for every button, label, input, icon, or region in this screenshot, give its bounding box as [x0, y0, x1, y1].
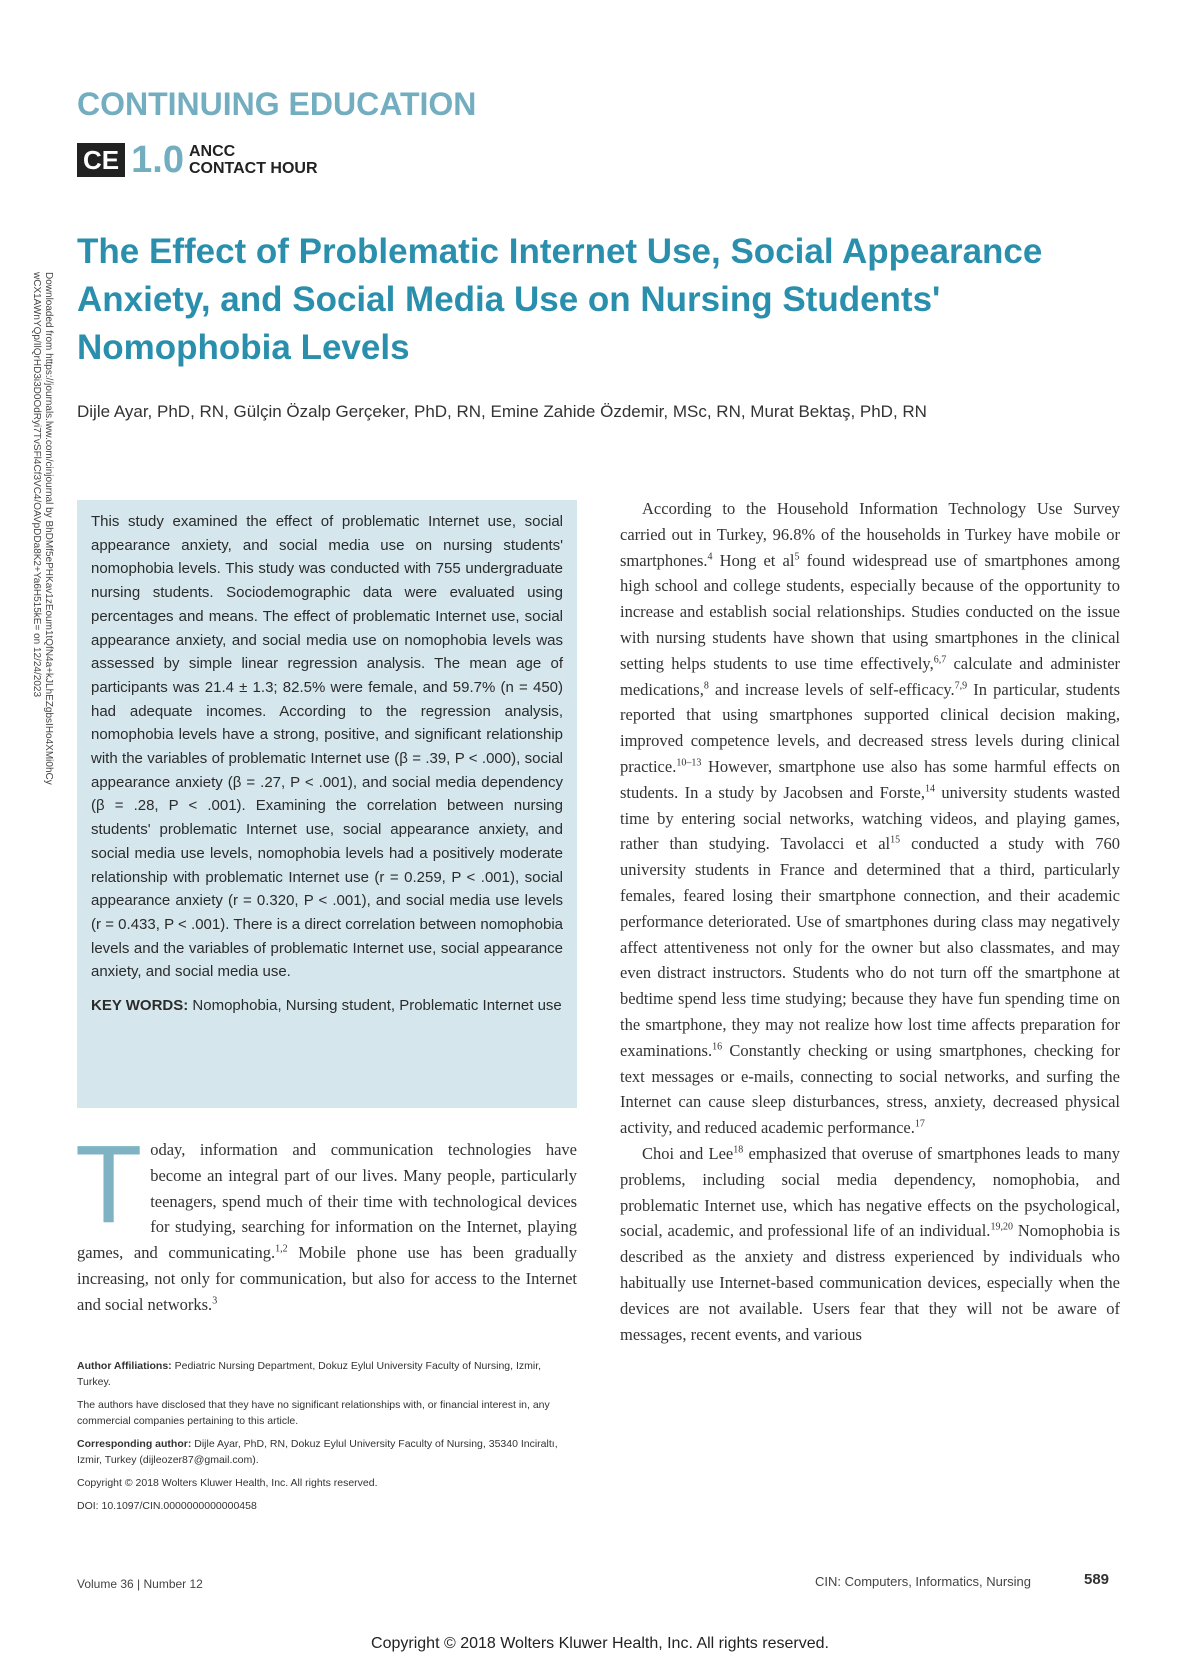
body-text: Choi and Lee [642, 1143, 734, 1163]
body-text: emphasized that overuse of smartphones leads to many problems, including social media dependency, nomophobia, and problematic Internet use, which has negative effects on the psychological, social, academic, and professional life of an individual. [620, 1143, 1120, 1241]
keywords [91, 994, 563, 1018]
citation: 6,7 [933, 654, 947, 666]
intro-text-b: Mobile phone use has been gradually increasing, not only for communication, but also for access to the Internet and social networks. [77, 1243, 577, 1314]
body-text: Hong et al [712, 550, 795, 570]
author-affiliation [77, 1358, 577, 1390]
body-text: and increase levels of self-efficacy. [708, 679, 955, 699]
intro-text-a: oday, information and communication technologies have become an integral part of our lives. Many people, particularly teenagers, spend much of their time with technological devices for studying, searching for information on the Internet, playing games, and communicating. [77, 1140, 577, 1263]
body-paragraph-1 [620, 496, 1120, 1141]
citation: 4 [707, 551, 713, 563]
body-text: university students wasted time by entering social networks, watching videos, and playing games, rather than studying. Tavolacci et al [620, 782, 1120, 854]
body-text: calculate and administer medications, [620, 653, 1121, 699]
affiliations [77, 1358, 577, 1521]
citation: 19,20 [990, 1221, 1013, 1233]
ce-label-line-2: CONTACT HOUR [188, 160, 318, 177]
citation: 15 [890, 834, 901, 846]
intro-paragraph [75, 1123, 577, 1318]
citation: 16 [712, 1041, 723, 1053]
citation: 1,2 [275, 1243, 288, 1255]
body-column-right [620, 496, 1120, 1347]
corresponding-text: Dijle Ayar, PhD, RN, Dokuz Eylul University Faculty of Nursing, 35340 Inciraltı, Izmir, Turkey (dijleozer87@gmail.com). [77, 1438, 558, 1466]
body-text: found widespread use of smartphones among high school and college students, especially because of the opportunity to increase and establish social relationships. Studies conducted on the issue with nursing students have shown that using smartphones in the clinical setting helps students to use time effectively, [620, 550, 1120, 673]
body-text: In particular, students reported that using smartphones supported clinical decision making, improved competence levels, and decreased stress levels during clinical practice. [620, 679, 1120, 776]
citation: 14 [924, 783, 935, 795]
body-text: According to the Household Information Technology Use Survey carried out in Turkey, 96.8% of the households in Turkey have mobile or smartphones. [620, 499, 1120, 570]
citation: 5 [794, 551, 800, 563]
ce-value: 1.0 [131, 139, 184, 181]
download-notice-line-1: Downloaded from https://journals.lww.com/cinjournal by BhDMf5ePHKav1zEoum1tQfN4a+kJLhEZgbsIHo4XMi0hCy [43, 272, 54, 785]
affiliation-label: Author Affiliations: [77, 1360, 172, 1372]
ce-badge [77, 139, 318, 181]
body-text: Constantly checking or using smartphones, checking for text messages or e-mails, connecting to social networks, and surfing the Internet can cause sleep disturbances, stress, anxiety, decreased physical activity, and reduced academic performance. [620, 1040, 1120, 1138]
corresponding-author [77, 1436, 577, 1468]
affiliation-copyright: Copyright © 2018 Wolters Kluwer Health, Inc. All rights reserved. [77, 1477, 378, 1489]
citation: 8 [703, 680, 709, 692]
footer-journal: CIN: Computers, Informatics, Nursing [815, 1574, 1032, 1589]
ce-logo: CE [77, 143, 125, 177]
ce-label-line-1: ANCC [188, 143, 236, 160]
section-heading: CONTINUING EDUCATION [77, 86, 477, 122]
citation: 18 [733, 1144, 744, 1156]
corresponding-label: Corresponding author: [77, 1438, 192, 1450]
download-notice [30, 272, 54, 1012]
citation: 3 [212, 1295, 218, 1307]
keywords-label: KEY WORDS: [91, 997, 189, 1015]
download-notice-line-2: wCX1AWnYQp/IlQrHD3i3D0OdRyi7TvSFl4Cf3VC4/OAVpDDa8K2+Ya6H515kE= on 12/24/2023 [31, 272, 42, 698]
citation: 7,9 [954, 680, 968, 692]
footer-volume: Volume 36 | Number 12 [77, 1577, 203, 1591]
abstract-box [77, 500, 577, 1108]
page-copyright: Copyright © 2018 Wolters Kluwer Health, Inc. All rights reserved. [371, 1635, 829, 1652]
ce-label [189, 143, 318, 177]
citation: 17 [914, 1118, 925, 1130]
drop-cap: T [75, 1123, 143, 1246]
body-text: Nomophobia is described as the anxiety and distress experienced by individuals who habitually use Internet-based communication devices, especially when the devices are not available. Users fear that they will not be aware of messages, recent events, and various [620, 1221, 1120, 1344]
body-text: However, smartphone use also has some harmful effects on students. In a study by Jacobsen and Forste, [620, 756, 1120, 802]
doi: DOI: 10.1097/CIN.0000000000000458 [77, 1500, 257, 1512]
keywords-text: Nomophobia, Nursing student, Problematic Internet use [192, 997, 562, 1015]
affiliation-text: Pediatric Nursing Department, Dokuz Eylul University Faculty of Nursing, Izmir, Turkey. [77, 1360, 542, 1388]
body-paragraph-2 [620, 1141, 1120, 1347]
abstract-text: This study examined the effect of problematic Internet use, social appearance anxiety, and social media use on nursing students' nomophobia levels. This study was conducted with 755 undergraduate nursing students. Sociodemographic data were evaluated using percentages and means. The effect of problematic Internet use, social appearance anxiety, and social media use on nomophobia levels was assessed by simple linear regression analysis. The mean age of participants was 21.4 ± 1.3; 82.5% were female, and 59.7% (n = 450) had adequate incomes. According to the regression analysis, nomophobia levels have a strong, positive, and significant relationship with the variables of problematic Internet use (β = .39, P < .000), social appearance anxiety (β = .27, P < .001), and social media dependency (β = .28, P < .001). Examining the correlation between nursing students' problematic Internet use, social appearance anxiety, and social media use levels, nomophobia levels had a positively moderate relationship with problematic Internet use (r = 0.259, P < .001), social appearance anxiety (r = 0.320, P < .001), and social media use levels (r = 0.433, P < .001). There is a direct correlation between nomophobia levels and the variables of problematic Internet use, social appearance anxiety, and social media use. [91, 513, 563, 981]
page-number: 589 [1084, 1571, 1110, 1588]
citation: 10–13 [676, 757, 702, 769]
article-title: The Effect of Problematic Internet Use, Social Appearance Anxiety, and Social Media Use on Nursing Students' Nomophobia Levels [77, 232, 1043, 367]
disclosure: The authors have disclosed that they have no significant relationships with, or financial interest in, any commercial companies pertaining to this article. [77, 1399, 550, 1427]
body-text: conducted a study with 760 university students in France and determined that a third, particularly females, feared losing their smartphone connection, and their academic performance deteriorated. Use of smartphones during class may negatively affect attentiveness not only for the owner but also classmates, and may even distract instructors. Students who do not turn off the smartphone at bedtime spend less time studying; because they have fun spending time on the smartphone, they may not realize how lost time affects preparation for examinations. [620, 834, 1120, 1060]
author-list: Dijle Ayar, PhD, RN, Gülçin Özalp Gerçeker, PhD, RN, Emine Zahide Özdemir, MSc, RN, Murat Bektaş, PhD, RN [77, 402, 927, 421]
